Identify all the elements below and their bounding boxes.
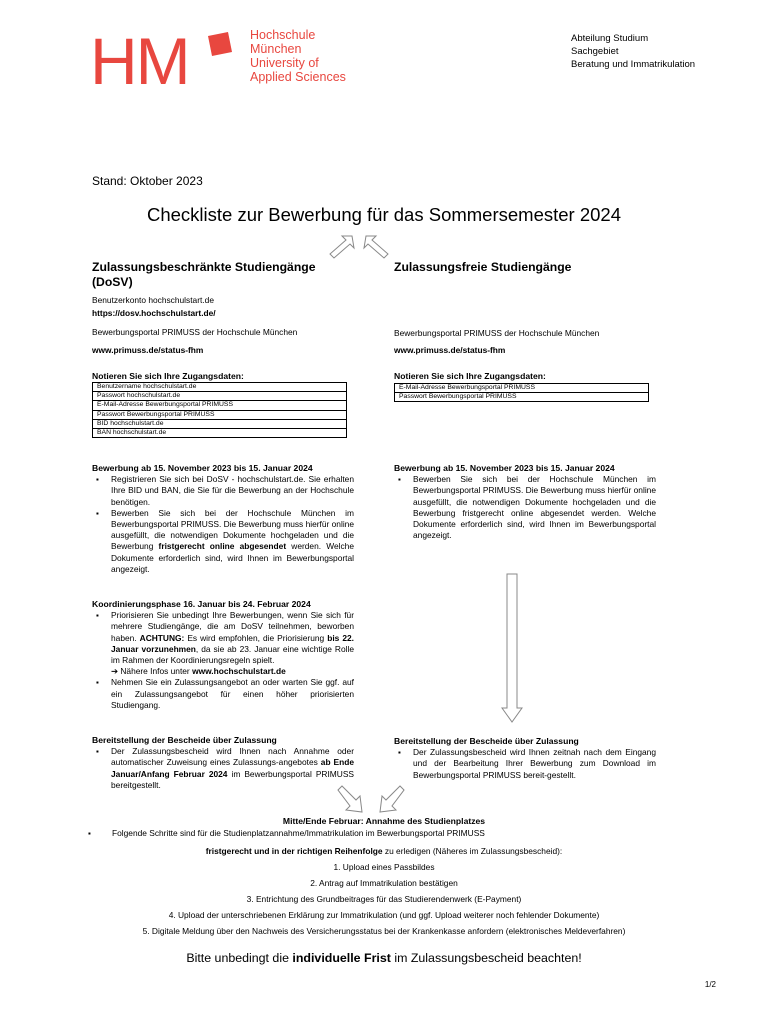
stand-date: Stand: Oktober 2023 (92, 174, 203, 188)
right-heading: Zulassungsfreie Studiengänge (394, 260, 572, 274)
list-item: ▪ Bewerben Sie sich bei der Hochschule München im Bewerbungsportal PRIMUSS. Die Bewerbung muss hierfür online ausgefüllt, die notwendigen Dokumente hochgeladen und die Bewerbung fristgerecht online abgesendet werden. Welche Dokumente erforderlich sind, wird Ihnen im Bewerbungsportal angezeigt. (92, 508, 354, 575)
portal-label: Bewerbungsportal PRIMUSS der Hochschule München (92, 327, 298, 338)
table-row: Benutzername hochschulstart.de (93, 383, 347, 392)
step-item: 3. Entrichtung des Grundbeitrages für das Studierendenwerk (E-Payment) (246, 894, 522, 904)
page-number: 1/2 (704, 980, 716, 989)
final-steps (60, 843, 708, 939)
down-arrow-icon (500, 572, 524, 724)
left-application: Bewerbung ab 15. November 2023 bis 15. Januar 2024 ▪ Registrieren Sie sich bei DoSV - hochschulstart.de. Sie erhalten Ihre BID und BAN, die Sie für die Bewerbung an der Hochschule benötigen. ▪ Bewerben Sie sich bei der Hochschule München im Bewerbungsportal PRIMUSS. Die Bewerbung muss hierfür online ausgefüllt, die notwendigen Dokumente hochgeladen und die Bewerbung fristgerecht online abgesendet werden. Welche Dokumente erforderlich sind, wird Ihnen im Bewerbungsportal angezeigt. (92, 463, 354, 575)
left-heading: Zulassungsbeschränkte Studiengänge (DoSV) (92, 260, 316, 289)
list-item: ▪ Registrieren Sie sich bei DoSV - hochschulstart.de. Sie erhalten Ihre BID und BAN, die Sie für die Bewerbung an der Hochschule benötigen. (92, 474, 354, 508)
hm-logo (90, 30, 200, 90)
final-intro: ▪ Folgende Schritte sind für die Studienplatzannahme/Immatrikulation im Bewerbungsportal PRIMUSS (88, 828, 485, 838)
table-row: E-Mail-Adresse Bewerbungsportal PRIMUSS (93, 401, 347, 410)
logo-letters: HM (90, 30, 189, 90)
right-column (394, 260, 656, 402)
logo-square-icon (208, 32, 232, 56)
list-item: ▪ Der Zulassungsbescheid wird Ihnen nach Annahme oder automatischer Zuweisung eines Zulassungs-angebotes ab Ende Januar/Anfang Februar 2024 im Bewerbungsportal PRIMUSS bereitgestellt. (92, 746, 354, 791)
right-application: Bewerbung ab 15. November 2023 bis 15. Januar 2024 ▪ Bewerben Sie sich bei der Hochschule München im Bewerbungsportal PRIMUSS. Die Bewerbung muss hierfür online ausgefüllt, die notwendigen Dokumente hochgeladen und die Bewerbung fristgerecht online abgesendet werden. Welche Dokumente erforderlich sind, wird Ihnen im Bewerbungsportal angezeigt. (394, 463, 656, 541)
split-arrows-icon (326, 232, 396, 262)
arrow-right-icon: ➔ (111, 666, 119, 677)
step-item: 1. Upload eines Passbildes (333, 862, 435, 872)
list-item: ▪ Nehmen Sie ein Zulassungsangebot an oder warten Sie ggf. auf ein Zulassungsangebot für einen höher priorisierten Studiengang. (92, 677, 354, 711)
list-item: ▪ Bewerben Sie sich bei der Hochschule München im Bewerbungsportal PRIMUSS. Die Bewerbung muss hierfür online ausgefüllt, die notwendigen Dokumente hochgeladen und die Bewerbung fristgerecht online abgesendet werden. Welche Dokumente erforderlich sind, wird Ihnen im Bewerbungsportal angezeigt. (394, 474, 656, 541)
deadline-note: Bitte unbedingt die individuelle Frist im Zulassungsbescheid beachten! (186, 951, 582, 965)
table-row: Passwort Bewerbungsportal PRIMUSS (93, 410, 347, 419)
left-coordination: Koordinierungsphase 16. Januar bis 24. Februar 2024 ▪ Priorisieren Sie unbedingt Ihre Bewerbungen, wenn Sie sich für mehrere Studiengänge, die am DoSV teilnehmen, beworben haben. ACHTUNG: Es wird empfohlen, die Priorisierung bis 22. Januar vorzunehmen, da sie ab 23. Januar eine wichtige Rolle im Rahmen der Koordinierungsregeln spielt. ➔ Nähere Infos unter www.hochschulstart.de ▪ Nehmen Sie ein Zulassungsangebot an oder warten Sie ggf. auf ein Zulassungsangebot für einen höher priorisierten Studiengang. (92, 599, 354, 711)
final-title: Mitte/Ende Februar: Annahme des Studienplatzes (282, 816, 486, 826)
merge-arrows-icon (334, 784, 408, 816)
portal-link[interactable]: www.primuss.de/status-fhm (92, 344, 204, 355)
step-item: 2. Antrag auf Immatrikulation bestätigen (310, 878, 458, 888)
table-row: Passwort Bewerbungsportal PRIMUSS (395, 392, 649, 401)
logo-text: Hochschule München University of Applied Sciences (250, 28, 346, 84)
page-title: Checkliste zur Bewerbung für das Sommersemester 2024 (146, 204, 622, 225)
step-item: 5. Digitale Meldung über den Nachweis des Versicherungsstatus bei der Krankenkasse anfordern (elektronisches Meldeverfahren) (142, 926, 626, 936)
portal-label: Bewerbungsportal PRIMUSS der Hochschule München (394, 328, 600, 338)
order-line: fristgerecht und in der richtigen Reihenfolge zu erledigen (Näheres im Zulassungsbescheid): (205, 846, 563, 856)
account-label: Benutzerkonto hochschulstart.de (92, 295, 214, 305)
table-row: BID hochschulstart.de (93, 419, 347, 428)
list-item: ▪ Der Zulassungsbescheid wird Ihnen zeitnah nach dem Eingang und der Bearbeitung Ihrer Bewerbung zum Download im Bewerbungsportal PRIMUSS bereit-gestellt. (394, 747, 656, 781)
hochschulstart-link[interactable]: www.hochschulstart.de (192, 666, 286, 677)
access-title: Notieren Sie sich Ihre Zugangsdaten: (92, 370, 244, 381)
right-admission: Bereitstellung der Bescheide über Zulassung ▪ Der Zulassungsbescheid wird Ihnen zeitnah nach dem Eingang und der Bearbeitung Ihrer Bewerbung zum Download im Bewerbungsportal PRIMUSS bereit-gestellt. (394, 736, 656, 781)
left-column (92, 260, 354, 438)
table-row: E-Mail-Adresse Bewerbungsportal PRIMUSS (395, 383, 649, 392)
access-table (92, 382, 347, 438)
table-row: Passwort hochschulstart.de (93, 392, 347, 401)
table-row: BAN hochschulstart.de (93, 429, 347, 438)
access-table (394, 383, 649, 402)
account-link[interactable]: https://dosv.hochschulstart.de/ (92, 308, 216, 319)
step-item: 4. Upload der unterschriebenen Erklärung zur Immatrikulation (und ggf. Upload weiterer noch fehlender Dokumente) (168, 910, 600, 920)
department-info: Abteilung Studium Sachgebiet Beratung und Immatrikulation (571, 33, 696, 70)
access-title: Notieren Sie sich Ihre Zugangsdaten: (394, 371, 546, 382)
info-line: ➔ Nähere Infos unter www.hochschulstart.de (111, 666, 286, 677)
portal-link[interactable]: www.primuss.de/status-fhm (394, 345, 506, 356)
left-admission: Bereitstellung der Bescheide über Zulassung ▪ Der Zulassungsbescheid wird Ihnen nach Annahme oder automatischer Zuweisung eines Zulassungs-angebotes ab Ende Januar/Anfang Februar 2024 im Bewerbungsportal PRIMUSS bereitgestellt. (92, 735, 354, 791)
list-item: ▪ Priorisieren Sie unbedingt Ihre Bewerbungen, wenn Sie sich für mehrere Studiengänge, die am DoSV teilnehmen, beworben haben. ACHTUNG: Es wird empfohlen, die Priorisierung bis 22. Januar vorzunehmen, da sie ab 23. Januar eine wichtige Rolle im Rahmen der Koordinierungsregeln spielt. (92, 610, 354, 666)
